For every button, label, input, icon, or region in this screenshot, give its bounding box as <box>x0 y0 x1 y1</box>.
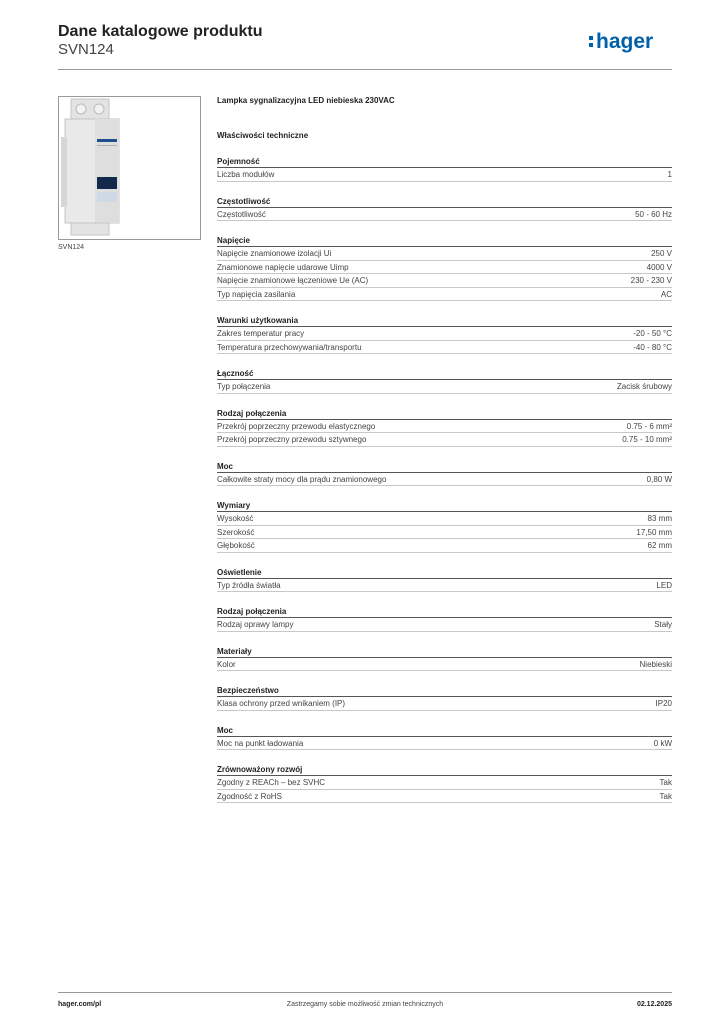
spec-value: 0 kW <box>653 738 672 748</box>
spec-sheet <box>217 96 672 803</box>
footer-disclaimer: Zastrzegamy sobie możliwość zmian technicznych <box>286 1001 444 1008</box>
spec-value: LED <box>656 580 672 590</box>
spec-group <box>217 156 672 182</box>
spec-group-title: Moc <box>217 725 672 737</box>
spec-value: 0.75 - 10 mm² <box>622 435 672 444</box>
page-header <box>58 22 672 70</box>
spec-row <box>217 776 672 790</box>
product-code: SVN124 <box>58 41 114 58</box>
spec-group-title: Warunki użytkowania <box>217 315 672 327</box>
spec-group <box>217 461 672 487</box>
spec-label: Rodzaj oprawy lampy <box>217 620 294 629</box>
spec-group <box>217 685 672 711</box>
spec-group <box>217 764 672 803</box>
product-image <box>58 96 201 240</box>
spec-row <box>217 658 672 672</box>
spec-value: Stały <box>654 620 672 629</box>
spec-label: Zakres temperatur pracy <box>217 329 305 338</box>
spec-group <box>217 725 672 751</box>
spec-groups <box>217 156 672 803</box>
page-footer <box>58 992 672 1016</box>
spec-row <box>217 380 672 394</box>
spec-row <box>217 433 672 447</box>
spec-group <box>217 235 672 301</box>
spec-value: 17,50 mm <box>636 527 672 537</box>
spec-value: 50 - 60 Hz <box>635 209 672 219</box>
spec-label: Typ napięcia zasilania <box>217 289 296 299</box>
spec-group-title: Bezpieczeństwo <box>217 685 672 697</box>
spec-group <box>217 606 672 632</box>
spec-label: Przekrój poprzeczny przewodu elastycznego <box>217 421 376 431</box>
spec-group-title: Napięcie <box>217 235 672 247</box>
spec-label: Klasa ochrony przed wnikaniem (IP) <box>217 699 346 708</box>
hager-logo-icon <box>588 28 672 54</box>
spec-group <box>217 500 672 553</box>
spec-value: Niebieski <box>639 659 672 669</box>
spec-row <box>217 208 672 222</box>
spec-group <box>217 567 672 593</box>
spec-label: Zgodny z REACh – bez SVHC <box>217 778 326 787</box>
spec-group-title: Łączność <box>217 368 672 380</box>
spec-value: 62 mm <box>647 541 672 550</box>
spec-value: 0,80 W <box>646 474 672 484</box>
spec-label: Liczba modułów <box>217 170 275 179</box>
spec-group <box>217 368 672 394</box>
spec-label: Kolor <box>217 659 236 669</box>
spec-row <box>217 512 672 526</box>
spec-row <box>217 247 672 261</box>
spec-group <box>217 315 672 354</box>
spec-label: Moc na punkt ładowania <box>217 738 304 748</box>
spec-value: 0.75 - 6 mm² <box>626 421 672 431</box>
hager-logo <box>588 28 672 52</box>
page-title: Dane katalogowe produktu <box>58 23 263 40</box>
technical-properties-heading: Właściwości techniczne <box>217 131 309 140</box>
spec-group-title: Oświetlenie <box>217 567 672 579</box>
spec-label: Głębokość <box>217 541 255 550</box>
product-image-icon <box>59 97 200 239</box>
spec-value: Tak <box>659 778 672 787</box>
spec-row <box>217 261 672 275</box>
spec-group-title: Moc <box>217 461 672 473</box>
spec-group-title: Zrównoważony rozwój <box>217 764 672 776</box>
spec-row <box>217 473 672 487</box>
spec-label: Szerokość <box>217 527 255 537</box>
spec-label: Częstotliwość <box>217 209 266 219</box>
spec-row <box>217 539 672 553</box>
spec-label: Typ połączenia <box>217 382 271 391</box>
spec-value: 83 mm <box>647 514 672 523</box>
spec-group-title: Wymiary <box>217 500 672 512</box>
product-description: Lampka sygnalizacyjna LED niebieska 230VAC <box>217 96 395 105</box>
spec-group-title: Częstotliwość <box>217 196 672 208</box>
footer-website: hager.com/pl <box>58 1001 102 1008</box>
spec-group-title: Rodzaj połączenia <box>217 606 672 618</box>
spec-label: Typ źródła światła <box>217 580 281 590</box>
spec-group-title: Materiały <box>217 646 672 658</box>
spec-group <box>217 646 672 672</box>
spec-value: Zacisk śrubowy <box>616 382 672 391</box>
spec-value: 230 - 230 V <box>630 276 672 285</box>
spec-group-title: Pojemność <box>217 156 672 168</box>
spec-row <box>217 790 672 804</box>
spec-value: 4000 V <box>646 262 672 272</box>
spec-label: Wysokość <box>217 514 254 523</box>
spec-row <box>217 341 672 355</box>
spec-value: 250 V <box>651 249 672 258</box>
spec-row <box>217 288 672 302</box>
spec-group <box>217 408 672 447</box>
spec-value: Tak <box>659 791 672 801</box>
spec-group <box>217 196 672 222</box>
spec-value: IP20 <box>655 699 672 708</box>
spec-label: Przekrój poprzeczny przewodu sztywnego <box>217 435 367 444</box>
spec-value: -40 - 80 °C <box>633 342 672 352</box>
footer-date: 02.12.2025 <box>636 1001 672 1008</box>
spec-row <box>217 737 672 751</box>
spec-value: AC <box>660 289 672 299</box>
spec-value: 1 <box>667 170 672 179</box>
logo-text: hager <box>596 30 654 53</box>
spec-row <box>217 618 672 632</box>
spec-label: Całkowite straty mocy dla prądu znamionowego <box>217 474 387 484</box>
spec-row <box>217 420 672 434</box>
spec-row <box>217 526 672 540</box>
spec-row <box>217 168 672 182</box>
spec-value: -20 - 50 °C <box>633 329 672 338</box>
spec-label: Napięcie znamionowe łączeniowe Ue (AC) <box>217 276 369 285</box>
spec-row <box>217 579 672 593</box>
spec-label: Znamionowe napięcie udarowe Uimp <box>217 262 349 272</box>
product-image-caption: SVN124 <box>58 244 85 251</box>
spec-group-title: Rodzaj połączenia <box>217 408 672 420</box>
spec-label: Temperatura przechowywania/transportu <box>217 342 362 352</box>
spec-row <box>217 697 672 711</box>
spec-label: Napięcie znamionowe izolacji Ui <box>217 249 332 258</box>
spec-row <box>217 327 672 341</box>
spec-label: Zgodność z RoHS <box>217 791 282 801</box>
spec-row <box>217 274 672 288</box>
